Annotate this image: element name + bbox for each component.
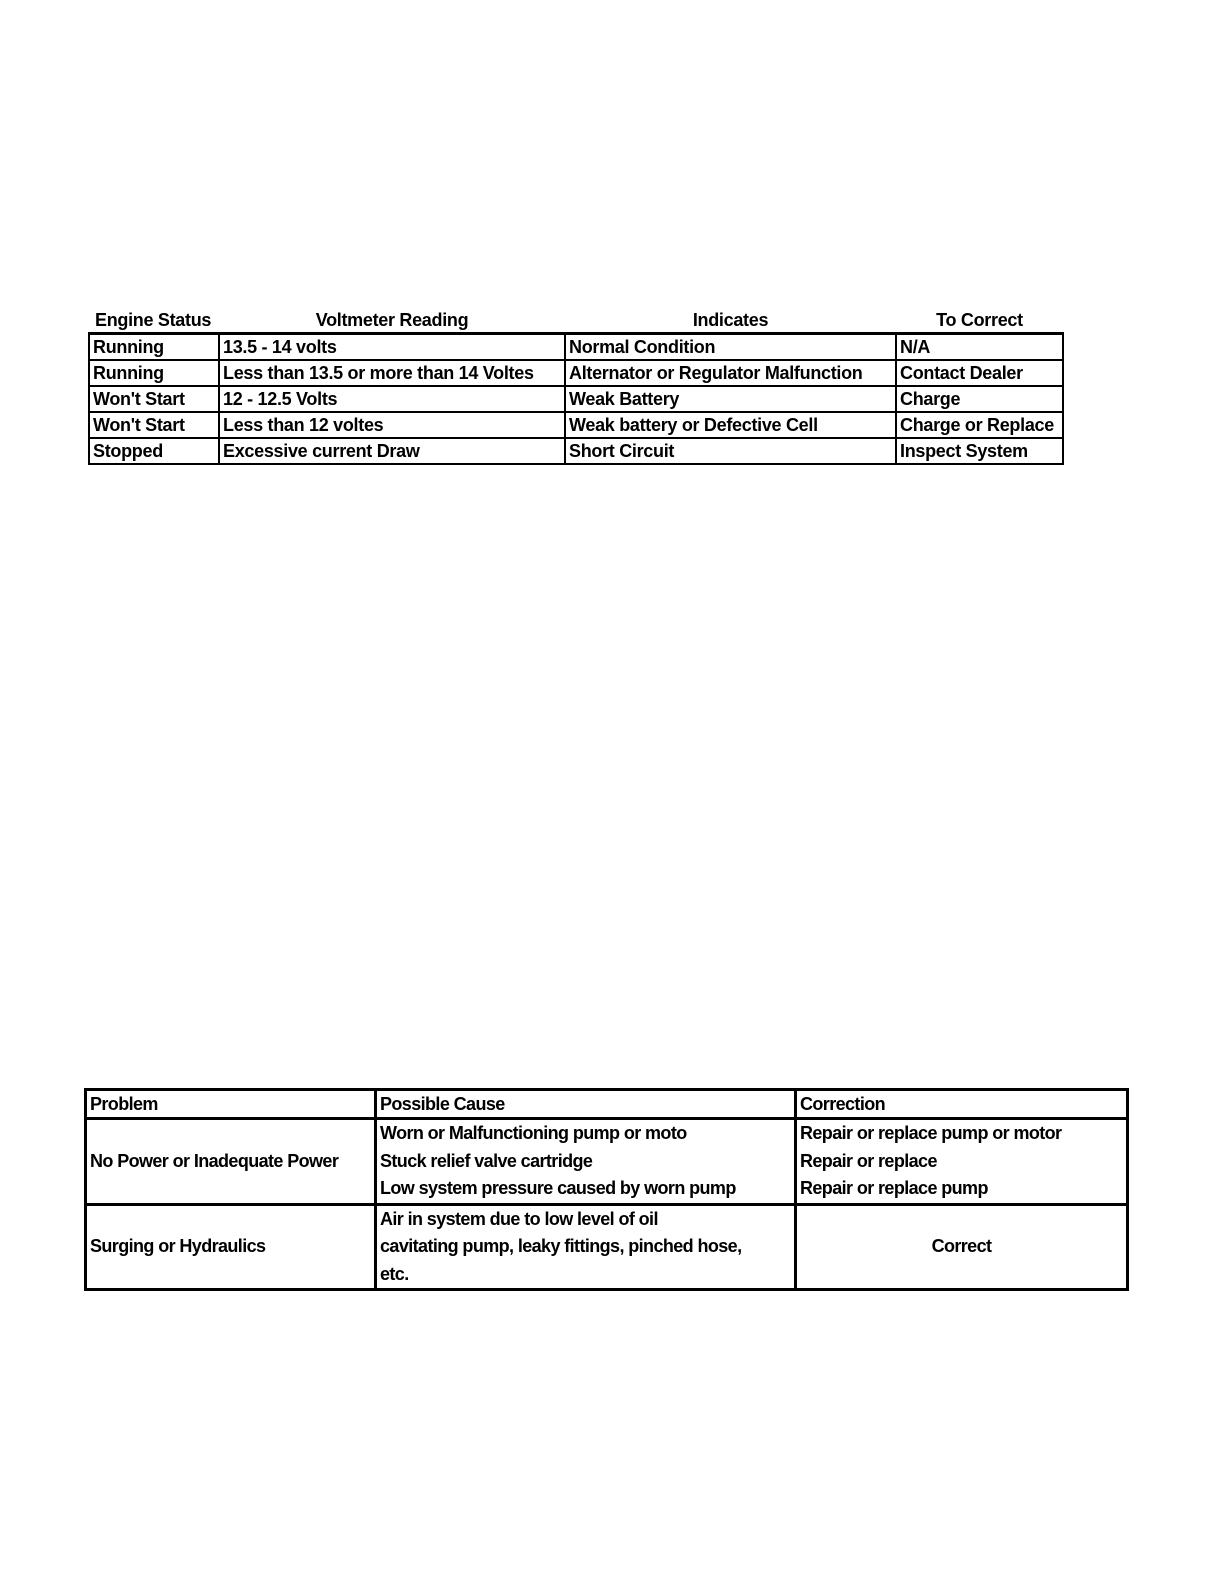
problem-text: Surging or Hydraulics: [90, 1236, 266, 1256]
cause-line: etc.: [380, 1263, 409, 1284]
indicates-cell: Short Circuit: [565, 438, 896, 464]
table-row: [86, 1204, 1128, 1290]
header-voltmeter-reading: Voltmeter Reading: [219, 301, 565, 334]
table-row: [89, 386, 1063, 412]
voltmeter-table: [88, 301, 1064, 465]
voltmeter-reading-cell: 12 - 12.5 Volts: [219, 386, 565, 412]
header-indicates: Indicates: [565, 301, 896, 334]
engine-status-cell: Won't Start: [89, 412, 219, 438]
hydraulic-troubleshooting-table: [84, 1088, 1129, 1291]
correction-line: Repair or replace pump or motor: [800, 1123, 1062, 1143]
table-row: [89, 438, 1063, 464]
cause-line: Low system pressure caused by worn pump: [380, 1178, 736, 1198]
correction-line: Repair or replace pump: [800, 1178, 988, 1198]
header-to-correct: To Correct: [896, 301, 1063, 334]
engine-status-cell: Running: [89, 334, 219, 361]
table-row: [86, 1119, 1128, 1205]
to-correct-cell: Contact Dealer: [896, 360, 1063, 386]
indicates-cell: Weak Battery: [565, 386, 896, 412]
correction-text: Correct: [931, 1236, 992, 1256]
correction-line: Repair or replace: [800, 1150, 937, 1171]
table-row: [89, 334, 1063, 361]
to-correct-cell: N/A: [896, 334, 1063, 361]
to-correct-cell: Charge: [896, 386, 1063, 412]
cause-line: Air in system due to low level of oil: [380, 1208, 658, 1229]
table-row: [89, 360, 1063, 386]
header-engine-status: Engine Status: [89, 301, 219, 334]
possible-cause-cell: [376, 1119, 796, 1205]
problem-cell: [86, 1204, 376, 1290]
table-row: [89, 412, 1063, 438]
possible-cause-cell: [376, 1204, 796, 1290]
correction-cell: [796, 1204, 1128, 1290]
table-header-row: [89, 301, 1063, 334]
problem-cell: [86, 1119, 376, 1205]
problem-text: No Power or Inadequate Power: [90, 1150, 339, 1171]
indicates-cell: Weak battery or Defective Cell: [565, 412, 896, 438]
engine-status-cell: Won't Start: [89, 386, 219, 412]
header-correction: Correction: [796, 1090, 1128, 1119]
table-header-row: [86, 1090, 1128, 1119]
to-correct-cell: Inspect System: [896, 438, 1063, 464]
engine-status-cell: Running: [89, 360, 219, 386]
indicates-cell: Normal Condition: [565, 334, 896, 361]
engine-status-cell: Stopped: [89, 438, 219, 464]
voltmeter-reading-cell: Excessive current Draw: [219, 438, 565, 464]
cause-line: cavitating pump, leaky fittings, pinched hose,: [380, 1236, 742, 1256]
header-problem: Problem: [86, 1090, 376, 1119]
voltmeter-reading-cell: Less than 13.5 or more than 14 Voltes: [219, 360, 565, 386]
indicates-cell: Alternator or Regulator Malfunction: [565, 360, 896, 386]
cause-line: Worn or Malfunctioning pump or moto: [380, 1123, 687, 1143]
voltmeter-reading-cell: 13.5 - 14 volts: [219, 334, 565, 361]
voltmeter-reading-cell: Less than 12 voltes: [219, 412, 565, 438]
header-possible-cause: Possible Cause: [376, 1090, 796, 1119]
to-correct-cell: Charge or Replace: [896, 412, 1063, 438]
cause-line: Stuck relief valve cartridge: [380, 1150, 593, 1171]
correction-cell: [796, 1119, 1128, 1205]
